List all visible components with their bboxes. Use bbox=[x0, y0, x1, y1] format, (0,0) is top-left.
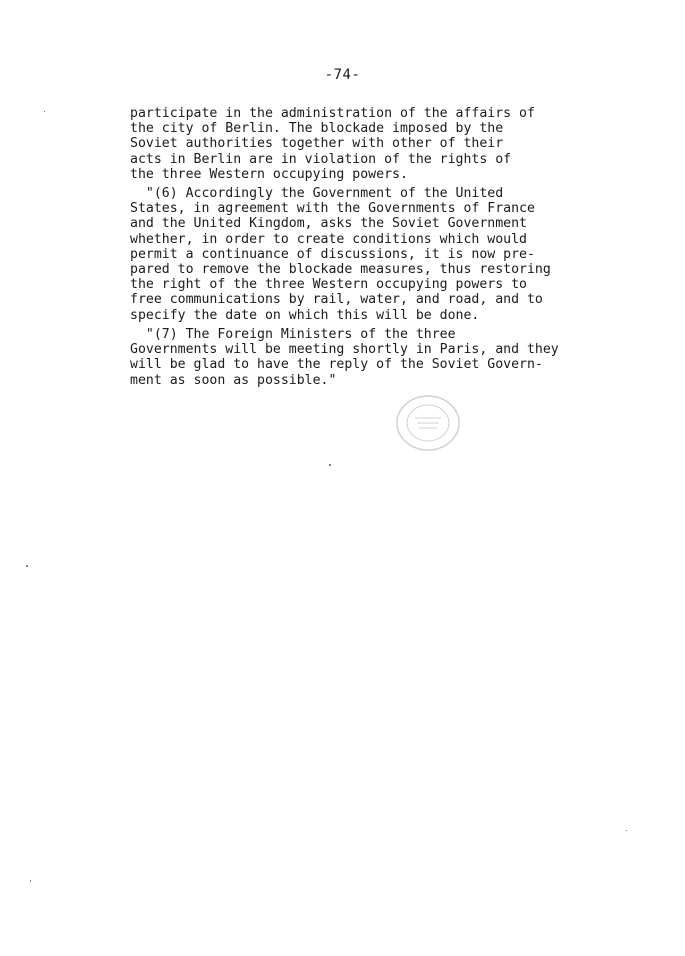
text-line: "(7) The Foreign Ministers of the three bbox=[130, 327, 456, 342]
text-line: participate in the administration of the affairs of bbox=[130, 106, 535, 121]
text-line: States, in agreement with the Governments of France bbox=[130, 201, 535, 217]
text-line: and the United Kingdom, asks the Soviet Government bbox=[130, 216, 527, 232]
paper-speck bbox=[626, 830, 627, 831]
text-line: the right of the three Western occupying powers to bbox=[130, 277, 527, 293]
paragraph-1 bbox=[130, 106, 590, 182]
paper-speck bbox=[30, 880, 31, 882]
text-line: will be glad to have the reply of the Soviet Govern- bbox=[130, 357, 543, 373]
page-number: -74- bbox=[324, 67, 361, 83]
paper-speck bbox=[329, 464, 331, 466]
paragraph-2 bbox=[130, 186, 590, 323]
paragraph-3 bbox=[130, 327, 590, 388]
paper-speck bbox=[44, 111, 45, 112]
text-line: ment as soon as possible." bbox=[130, 372, 337, 388]
text-line: free communications by rail, water, and road, and to bbox=[130, 292, 543, 308]
text-line: Soviet authorities together with other of their bbox=[130, 136, 504, 152]
archive-stamp-icon bbox=[393, 392, 463, 454]
text-line: pared to remove the blockade measures, thus restoring bbox=[130, 262, 551, 278]
paper-speck bbox=[26, 565, 28, 567]
text-line: the three Western occupying powers. bbox=[130, 166, 408, 182]
text-line: Governments will be meeting shortly in Paris, and they bbox=[130, 342, 559, 358]
text-line: permit a continuance of discussions, it is now pre- bbox=[130, 246, 535, 262]
text-line: the city of Berlin. The blockade imposed by the bbox=[130, 121, 504, 137]
text-line: "(6) Accordingly the Government of the United bbox=[130, 186, 504, 201]
text-line: specify the date on which this will be done. bbox=[130, 307, 480, 323]
text-line: whether, in order to create conditions which would bbox=[130, 231, 527, 247]
text-line: acts in Berlin are in violation of the rights of bbox=[130, 151, 512, 167]
